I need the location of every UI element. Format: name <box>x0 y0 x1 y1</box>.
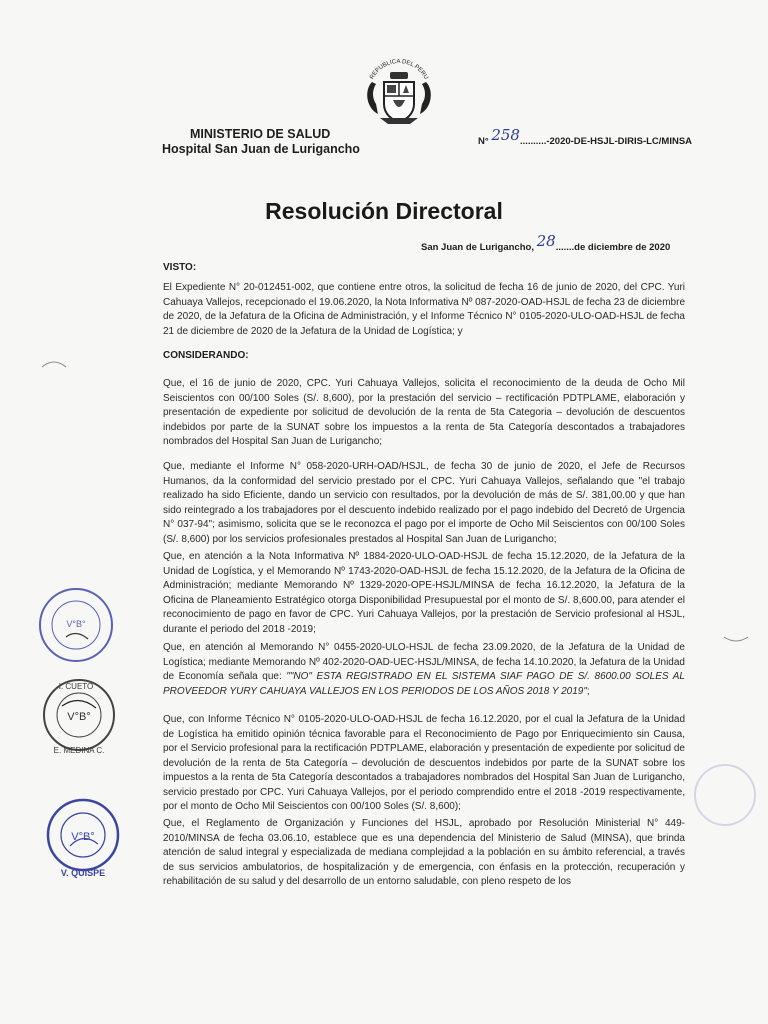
number-prefix: N° <box>478 136 489 147</box>
place: San Juan de Lurigancho, <box>421 242 537 253</box>
paragraph-2: Que, mediante el Informe N° 058-2020-URH-OAD/HSJL, de fecha 30 de junio de 2020, el Jefe de Recursos Humanos, da la conformidad del servicio prestado por el CPC. Yuri Cahuaya Vallejos, señalando que "el trabajo realizado ha sido Eficiente, dando un servicio con resultados, por la devolución de más de S/. 381,00.00 y que han sido reintegrado a los trabajadores por el descuento indebido realizado por el pago indebido del Decretó de Urgencia N° 037-94"; asimismo, solicita que se le reconozca el pago por el importe de Ocho Mil Seiscientos con 00/100 Soles (S/. 8,600) por los servicios profesionales prestados al Hospital San Juan de Lurigancho; <box>163 461 685 545</box>
crest-text: REPUBLICA DEL PERU <box>369 58 429 81</box>
ministry-name: MINISTERIO DE SALUD <box>190 127 331 141</box>
visto-heading: VISTO: <box>163 262 197 273</box>
date-suffix: .......de diciembre de 2020 <box>555 242 671 253</box>
stamp-name-3: V. QUISPE <box>60 868 106 878</box>
faint-stamp-bleed <box>690 760 760 830</box>
handwritten-number: 258 <box>491 126 520 144</box>
paragraph-1: Que, el 16 de junio de 2020, CPC. Yuri Cahuaya Vallejos, solicita el reconocimiento de la deuda de Ocho Mil Seiscientos con 00/100 Soles (S/. 8,600), por la prestación del servicio – rectificación PDTPLAME, elaboración y presentación de expediente por solicitud de devolución de la renta de 5ta Categoria – devolución de descuentos indebidos por parte de la SUNAT sobre los impuestos a la renta de 5ta Categoría descontados a trabajadores nombrados del Hospital San Juan de Lurigancho; <box>163 378 685 447</box>
document-title: Resolución Directoral <box>265 198 503 224</box>
stamp-name-1: I. CUETO <box>58 682 94 691</box>
paragraph-5: Que, con Informe Técnico N° 0105-2020-ULO-OAD-HSJL de fecha 16.12.2020, por el cual la Jefatura de la Unidad de Logística ha emitido opinión técnica favorable para el Reconocimiento de Pago por Enriquecimiento sin Causa, por el Servicio profesional para la rectificación PDTPLAME, elaboración y presentación de expediente por solicitud de devolución de la renta de 5ta Categoría – devolución de descuentos indebidos por parte de la SUNAT sobre los impuestos a la renta de 5ta Categoría descontados a trabajadores nombrados del Hospital San Juan de Lurigancho, servicio prestado por CPC. Yuri Cahuaya Vallejos, por el periodo comprendido entre el 2018 -2019 respectivamente, por el monto de Ocho Mil Seiscientos con 00/100 Soles (S/. 8,600); <box>163 714 685 812</box>
paragraph-6: Que, el Reglamento de Organización y Funciones del HSJL, aprobado por Resolución Ministerial N° 449-2010/MINSA de fecha 03.06.10, establece que es una dependencia del Ministerio de Salud (MINSA), que brinda atención de salud integral y especializada de mediana complejidad a la población en su ámbito referencial, a través de sus servicios ambulatorios, de hospitalización y de emergencia, con énfasis en la protección, recuperación y rehabilitación de su salud y del desarrollo de un entorno saludable, con pleno respeto de los <box>163 818 685 887</box>
svg-text:V°B°: V°B° <box>66 619 86 629</box>
visto-paragraph: El Expediente N° 20-012451-002, que contiene entre otros, la solicitud de fecha 16 de junio de 2020, del CPC. Yuri Cahuaya Vallejos, recepcionado el 19.06.2020, la Nota Informativa Nº 087-2020-OAD-HSJL de fecha 23 de diciembre de 2020, de la Jefatura de la Oficina de Administración, y el Informe Técnico N° 0105-2020-ULO-OAD-HSJL de fecha 21 de diciembre de 2020 de la Jefatura de la Unidad de Logística; y <box>163 282 685 337</box>
paragraph-4 <box>163 641 685 699</box>
paragraph-4-end: ; <box>586 685 590 697</box>
coat-of-arms-seal <box>360 52 438 128</box>
place-date <box>421 232 671 254</box>
legal-advisory-stamp <box>44 796 122 874</box>
punch-mark <box>722 632 750 642</box>
handwritten-day: 28 <box>536 232 556 250</box>
hospital-name: Hospital San Juan de Lurigancho <box>162 142 360 156</box>
svg-text:V°B°: V°B° <box>67 711 91 723</box>
considerando-heading: CONSIDERANDO: <box>163 350 249 361</box>
svg-text:V°B°: V°B° <box>71 831 95 843</box>
number-suffix: ..........-2020-DE-HSJL-DIRIS-LC/MINSA <box>519 136 693 147</box>
stamp-name-2: E. MEDINA C. <box>53 746 105 755</box>
resolution-number <box>478 126 693 148</box>
paragraph-4-quote: ""NO" ESTA REGISTRADO EN EL SISTEMA SIAF PAGO DE S/. 8600.00 SOLES AL PROVEEDOR YURY CAHUAYA VALLEJOS EN LOS PERIODOS DE LOS AÑOS 2018 Y 2019" <box>163 671 685 697</box>
punch-mark <box>40 356 68 366</box>
paragraph-3: Que, en atención a la Nota Informativa Nº 1884-2020-ULO-OAD-HSJL de fecha 15.12.2020, de la Jefatura de la Unidad de Logística, y el Memorando Nº 1743-2020-OAD-HSJL de fecha 15.12.2020, de la Jefatura de la Oficina de Administración; mediante Memorando Nº 1329-2020-OPE-HSJL/MINSA de fecha 16.12.2020, la Jefatura de la Oficina de Planeamiento Estratégico otorga Disponibilidad Presupuestal por el monto de S/. 8,600.00, para atender el reconocimiento de pago en favor de CPC. Yuri Cahuaya Vallejos, por la prestación de Servicio profesional al HSJL, durante el periodo del 2018 -2019; <box>163 551 685 635</box>
logistics-stamp <box>40 676 118 754</box>
paragraph-4-start: Que, en atención al Memorando N° 0455-2020-ULO-HSJL de fecha 23.09.2020, de la Jefatura de la Unidad de Logística; mediante Memorando Nº 402-2020-OAD-UEC-HSJL/MINSA, de fecha 14.10.2020, la Jefatura de la Unidad de Economía señala que: <box>163 642 685 682</box>
administration-stamp <box>36 585 116 665</box>
